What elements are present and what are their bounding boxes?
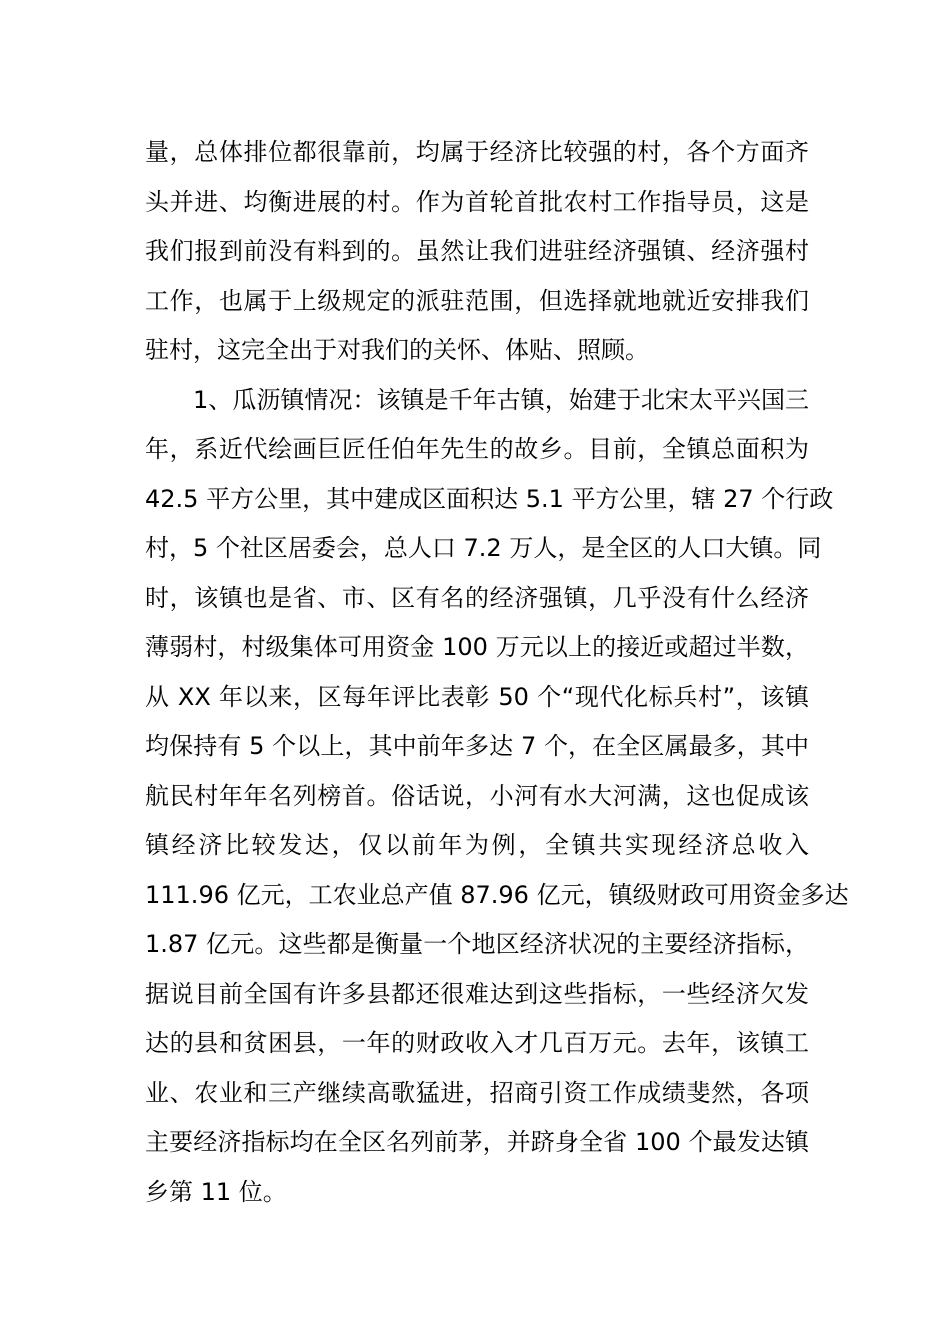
text-line: 主要经济指标均在全区名列前茅，并跻身全省 100 个最发达镇 xyxy=(145,1128,809,1156)
text-line: 据说目前全国有许多县都还很难达到这些指标，一些经济欠发 xyxy=(145,979,809,1008)
document-body xyxy=(145,128,849,1217)
text-line: 工作，也属于上级规定的派驻范围，但选择就地就近安排我们 xyxy=(145,286,809,315)
text-line: 驻村，这完全出于对我们的关怀、体贴、照顾。 xyxy=(145,336,649,364)
text-line: 1.87 亿元。这些都是衡量一个地区经济状况的主要经济指标， xyxy=(145,930,809,958)
text-line: 1、瓜沥镇情况：该镇是千年古镇，始建于北宋太平兴国三 xyxy=(193,385,809,414)
text-line: 村，5 个社区居委会，总人口 7.2 万人，是全区的人口大镇。同 xyxy=(145,534,822,562)
paragraph-1 xyxy=(145,128,809,376)
paragraph-2 xyxy=(145,376,849,1218)
text-line: 111.96 亿元，工农业总产值 87.96 亿元，镇级财政可用资金多达 xyxy=(145,880,849,909)
text-line: 达的县和贫困县，一年的财政收入才几百万元。去年，该镇工 xyxy=(145,1029,809,1057)
text-line: 42.5 平方公里，其中建成区面积达 5.1 平方公里，辖 27 个行政 xyxy=(145,484,834,513)
text-line: 我们报到前没有料到的。虽然让我们进驻经济强镇、经济强村 xyxy=(145,237,809,265)
text-line: 航民村年年名列榜首。俗话说，小河有水大河满，这也促成该 xyxy=(145,781,809,810)
text-line: 薄弱村，村级集体可用资金 100 万元以上的接近或超过半数， xyxy=(145,633,809,661)
text-line: 均保持有 5 个以上，其中前年多达 7 个，在全区属最多，其中 xyxy=(145,732,809,760)
text-line: 时，该镇也是省、市、区有名的经济强镇，几乎没有什么经济 xyxy=(145,583,809,612)
text-line: 量，总体排位都很靠前，均属于经济比较强的村，各个方面齐 xyxy=(145,138,809,166)
text-line: 业、农业和三产继续高歌猛进，招商引资工作成绩斐然，各项 xyxy=(145,1078,809,1107)
text-line: 年，系近代绘画巨匠任伯年先生的故乡。目前，全镇总面积为 xyxy=(145,435,809,463)
text-line: 头并进、均衡进展的村。作为首轮首批农村工作指导员，这是 xyxy=(145,187,809,216)
text-line: 从 XX 年以来，区每年评比表彰 50 个“现代化标兵村”，该镇 xyxy=(145,682,809,711)
text-line: 乡第 11 位。 xyxy=(145,1177,287,1206)
text-line: 镇经济比较发达，仅以前年为例，全镇共实现经济总收入 xyxy=(145,831,809,859)
